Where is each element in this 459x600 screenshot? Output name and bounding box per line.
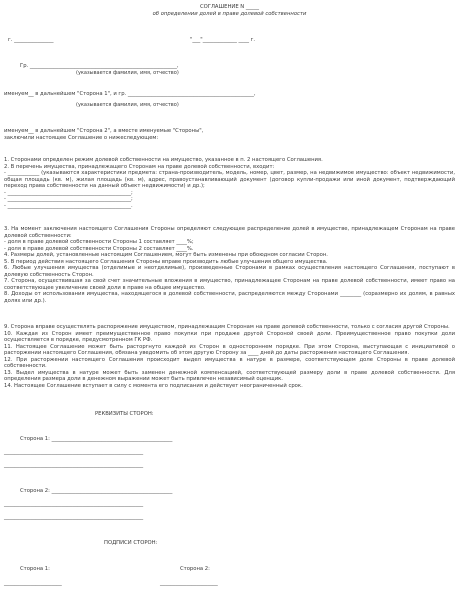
clause-3: 3. На момент заключения настоящего Соглашения Стороны определяют следующее распределение долей в имуществе, принадлежащем Сторонам на праве долевой собственности: xyxy=(4,226,455,239)
city-line: г. _______________ xyxy=(8,37,54,43)
party1-named-line: именуем__ в дальнейшем "Сторона 1", и гр. ________________________________________________, xyxy=(4,91,256,97)
clauses-block-3 xyxy=(4,324,455,389)
signatures-heading: ПОДПИСИ СТОРОН: xyxy=(104,540,158,546)
requisites-side2-line2: _____________________________________________________ xyxy=(4,501,144,507)
clause-2-blank-2: - _______________________________________________; xyxy=(4,196,133,202)
document-subtitle: об определении долей в праве долевой собственности xyxy=(152,11,307,17)
requisites-side1-line2: _____________________________________________________ xyxy=(4,449,144,455)
clause-6: 6. Любые улучшения имущества (отделимые и неотделимые), произведенные Сторонами в рамках осуществления настоящего Соглашения, поступают в долевую собственность Сторон. xyxy=(4,265,455,278)
requisites-heading: РЕКВИЗИТЫ СТОРОН: xyxy=(95,411,154,417)
party1-hint: (указывается фамилия, имя, отчество) xyxy=(76,70,179,76)
document-title: СОГЛАШЕНИЕ N _____ xyxy=(199,4,260,10)
clause-11: 11. Настоящее Соглашение может быть расторгнуто каждой из Сторон в одностороннем порядке. При этом Сторона, выступающая с инициативой о расторжении настоящего Соглашения, обязана уведомить об этом другую Сторону за ____ дней до даты расторжения настоящего Соглашения. xyxy=(4,343,455,356)
date-line: "___"_____________ ____ г. xyxy=(190,37,256,43)
party2-named-line: именуем__ в дальнейшем "Сторона 2", а вместе именуемые "Стороны", xyxy=(4,128,204,134)
clause-2-blank-1: - _______________________________________________; xyxy=(4,189,133,196)
clause-1: 1. Сторонами определен режим долевой собственности на имущество, указанное в п. 2 настоящего Соглашения. xyxy=(4,157,323,163)
clause-10: 10. Каждая из Сторон имеет преимущественное право покупки при продаже другой Стороной своей доли. Преимущественное право покупки доли осуществляется в порядке, предусмотренном ГК РФ. xyxy=(4,330,455,343)
clause-14: 14. Настоящее Соглашение вступает в силу с момента его подписания и действует неограниченный срок. xyxy=(4,382,303,389)
clause-2: 2. В перечень имущества, принадлежащего Сторонам на праве долевой собственности, входит: xyxy=(4,163,275,170)
requisites-side1: Сторона 1: ______________________________________________ xyxy=(20,436,173,442)
signature-side2-line: ______________________ xyxy=(160,580,218,586)
signature-side1-line: ______________________ xyxy=(4,580,62,586)
concluded-line: заключили настоящее Соглашение о нижеследующем: xyxy=(4,135,159,141)
clauses-block-2 xyxy=(4,226,455,304)
clauses-block-1 xyxy=(4,157,455,209)
requisites-side2-line3: _____________________________________________________ xyxy=(4,514,144,520)
signature-side2-label: Сторона 2: xyxy=(180,566,210,572)
requisites-side1-line3: _____________________________________________________ xyxy=(4,462,144,468)
party2-hint: (указывается фамилия, имя, отчество) xyxy=(76,102,179,108)
clause-5: 5. В период действия настоящего Соглашения Стороны вправе производить любые улучшения общего имущества. xyxy=(4,258,328,265)
clause-12: 12. При расторжении настоящего Соглашения происходит выдел имущества в натуре в размере, соответствующем доле Стороны в праве долевой собственности. xyxy=(4,356,455,369)
requisites-side2: Сторона 2: ______________________________________________ xyxy=(20,488,173,494)
clause-13: 13. Выдел имущества в натуре может быть заменен денежной компенсацией, соответствующей размеру доли в праве долевой собственности. Для определения размера доли в денежном выражении может быть привлечен независимый оценщик. xyxy=(4,369,455,382)
clause-3-share-2: - доля в праве долевой собственности Стороны 2 составляет ____%. xyxy=(4,245,194,252)
clause-7: 7. Сторона, осуществившая за свой счет значительные вложения в имущество, принадлежащее Сторонам на праве долевой собственности, имеет право на соответствующее увеличение своей доли в праве на общее имущество. xyxy=(4,278,455,291)
clause-4: 4. Размеры долей, установленные настоящим Соглашением, могут быть изменены при обоюдном согласии Сторон. xyxy=(4,252,328,258)
clause-9: 9. Сторона вправе осуществлять распоряжение имуществом, принадлежащим Сторонам на праве долевой собственности, только с согласия другой Стороны. xyxy=(4,324,450,330)
party1-line: Гр. ________________________________________________________, xyxy=(20,63,179,69)
signature-side1-label: Сторона 1: xyxy=(20,566,50,572)
clause-3-share-1: - доля в праве долевой собственности Стороны 1 составляет ____%; xyxy=(4,239,194,245)
clause-2-item: - ____________ (указываются характеристики предмета: страна-производитель, модель, номер, цвет, размер, на недвижимое имущество: объект недвижимости, общая площадь (кв. м), жилая площадь (кв. м), адрес, правоустанавливающий документ (договор купли-продажи или иной документ, подтверждающий переход права собственности на данный объект недвижимости) и др.); xyxy=(4,170,455,189)
clause-2-blank-3: - _______________________________________________. xyxy=(4,202,133,209)
clause-8: 8. Доходы от использования имущества, находящегося в долевой собственности, распределяются между Сторонами ________ (соразмерно их долям, в равных долях или др.). xyxy=(4,291,455,304)
